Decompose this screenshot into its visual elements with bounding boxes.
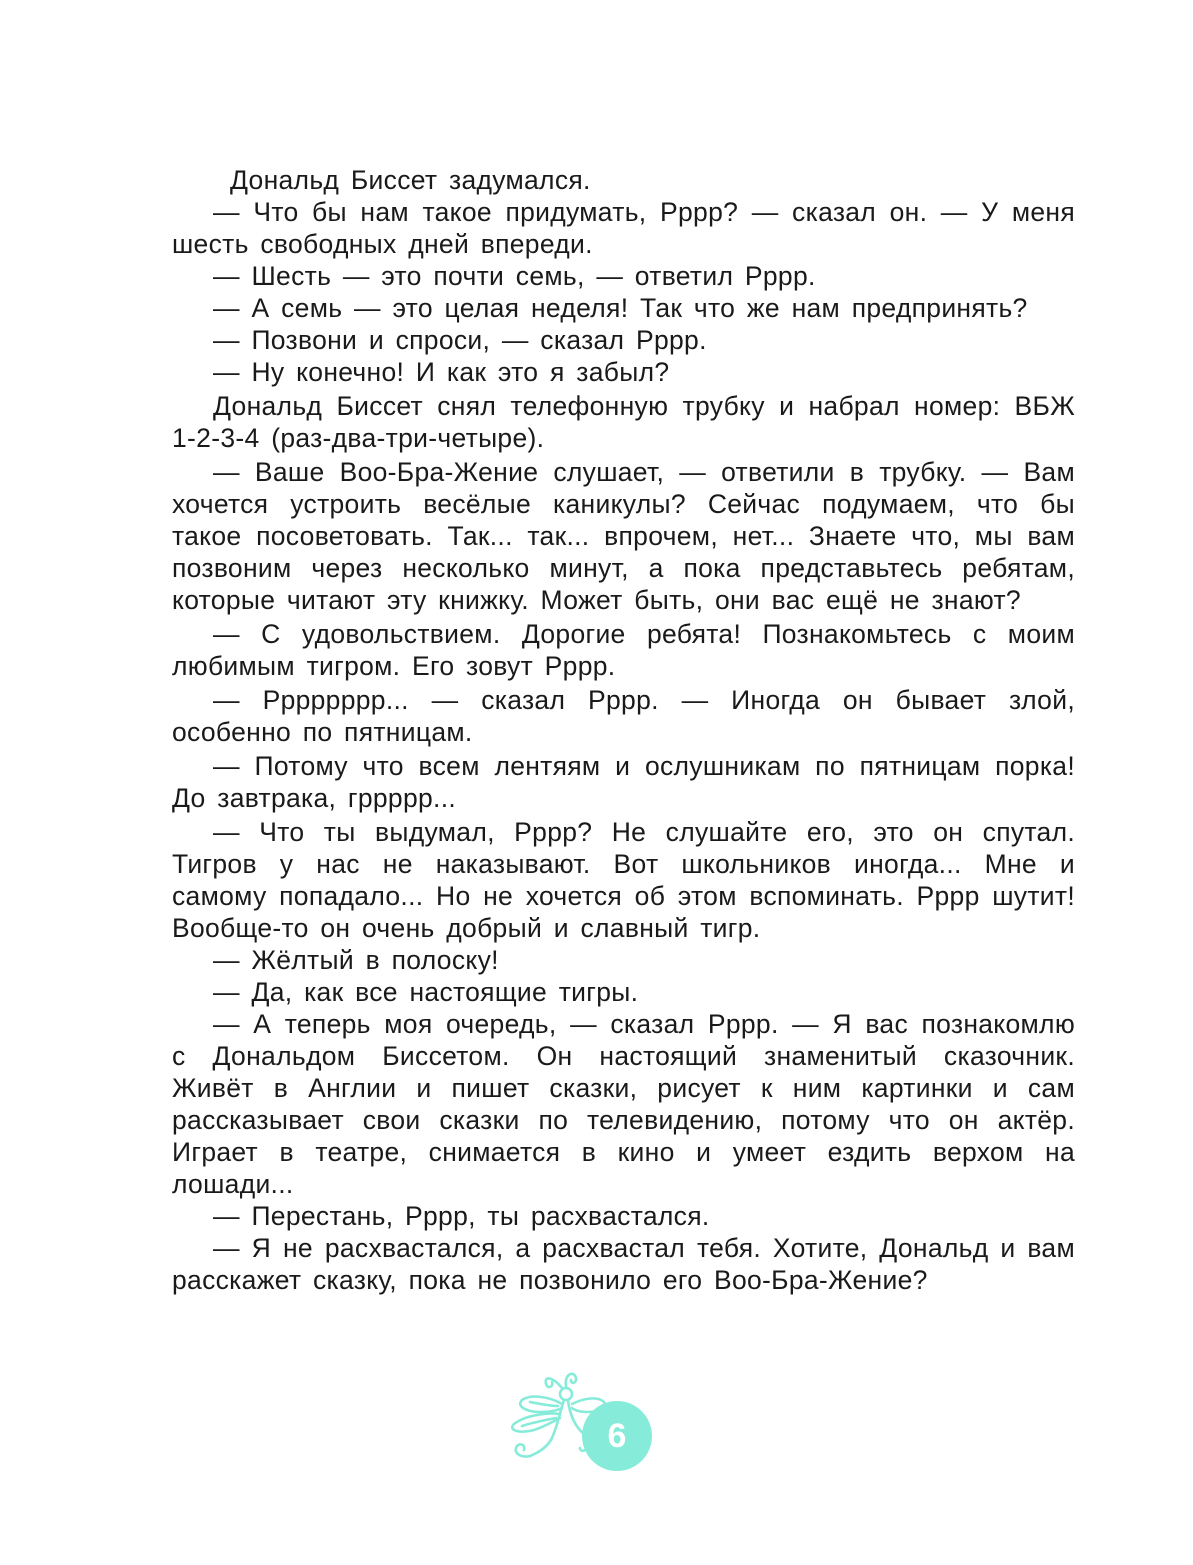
paragraph: — А семь — это целая неделя! Так что же нам предпринять? <box>213 293 1028 323</box>
page-number-badge <box>582 1401 652 1471</box>
paragraph: — Шесть — это почти семь, — ответил Рррр. <box>213 261 816 291</box>
paragraph: — Ну конечно! И как это я забыл? <box>213 357 670 387</box>
story-text <box>172 164 1075 1296</box>
page-number: 6 <box>607 1416 627 1455</box>
page-footer <box>500 1368 670 1480</box>
paragraph: — Да, как все настоящие тигры. <box>213 977 639 1007</box>
paragraph: — Потому что всем лентяям и ослушникам по пятницам порка! До завтрака, гррррр... <box>172 751 1075 813</box>
paragraph: Дональд Биссет снял телефонную трубку и набрал номер: ВБЖ 1-2-3-4 (раз-два-три-четыре). <box>172 391 1075 453</box>
paragraph: — А теперь моя очередь, — сказал Рррр. — Я вас познакомлю с Дональдом Биссетом. Он настоящий знаменитый сказочник. Живёт в Англии и пишет сказки, рисует к ним картинки и сам рассказывает свои сказки по телевидению, потому что он актёр. Играет в театре, снимается в кино и умеет ездить верхом на лошади... <box>172 1009 1075 1199</box>
paragraph: — Ваше Воо-Бра-Жение слушает, — ответили в трубку. — Вам хочется устроить весёлые каникулы? Сейчас подумаем, что бы такое посоветовать. Так... так... впрочем, нет... Знаете что, мы вам позвоним через несколько минут, а пока представьтесь ребятам, которые читают эту книжку. Может быть, они вас ещё не знают? <box>172 457 1075 615</box>
paragraph: Дональд Биссет задумался. <box>230 165 591 195</box>
paragraph: — Что бы нам такое придумать, Рррр? — сказал он. — У меня шесть свободных дней впереди. <box>172 197 1075 259</box>
paragraph: — Я не расхвастался, а расхвастал тебя. Хотите, Дональд и вам расскажет сказку, пока не позвонило его Воо-Бра-Жение? <box>172 1233 1075 1295</box>
paragraph: — Что ты выдумал, Рррр? Не слушайте его, это он спутал. Тигров у нас не наказывают. Вот школьников иногда... Мне и самому попадало... Но не хочется об этом вспоминать. Рррр шутит! Вообще-то он очень добрый и славный тигр. <box>172 817 1075 943</box>
paragraph: — С удовольствием. Дорогие ребята! Познакомьтесь с моим любимым тигром. Его зовут Рррр. <box>172 619 1075 681</box>
paragraph: — Перестань, Рррр, ты расхвастался. <box>213 1201 710 1231</box>
paragraph: — Позвони и спроси, — сказал Рррр. <box>213 325 707 355</box>
paragraph: — Рррррррр... — сказал Рррр. — Иногда он бывает злой, особенно по пятницам. <box>172 685 1075 747</box>
paragraph: — Жёлтый в полоску! <box>213 945 499 975</box>
